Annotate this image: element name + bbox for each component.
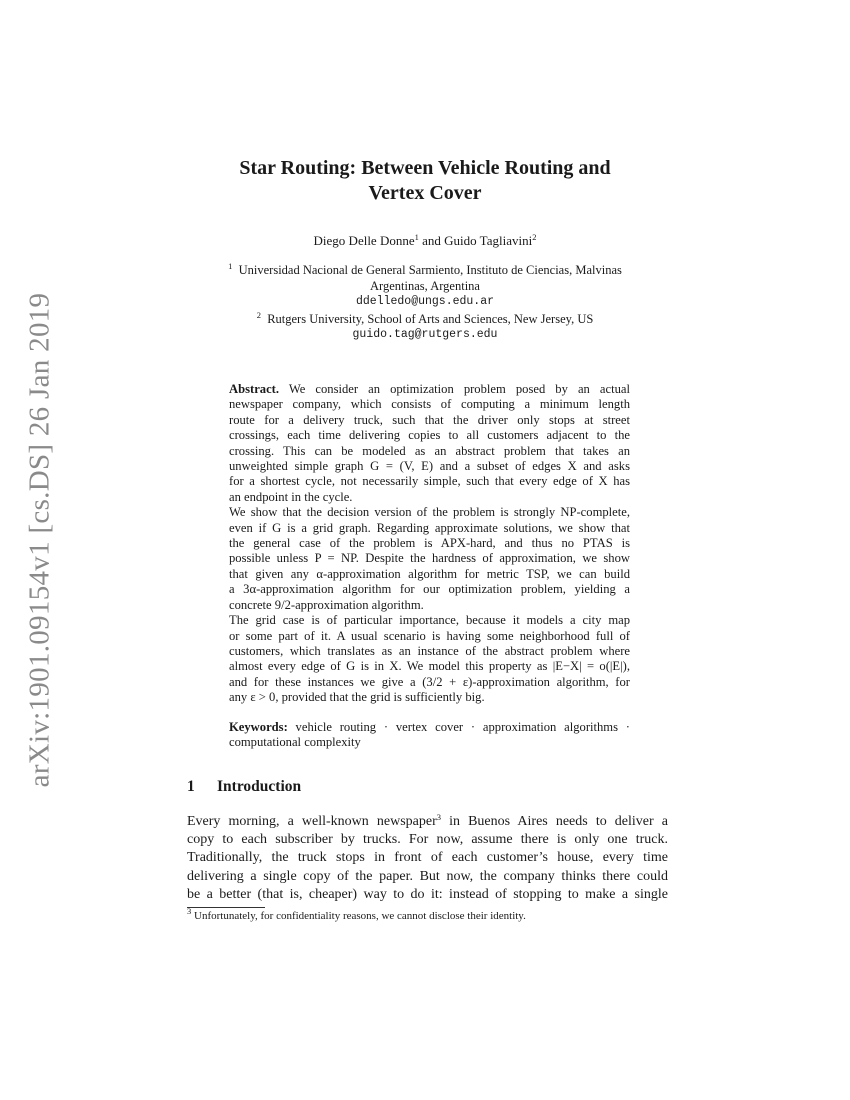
keywords-label: Keywords: bbox=[229, 720, 288, 734]
abstract-text: any ε > 0, provided that the grid is sufficiently big. bbox=[229, 690, 485, 705]
affiliations bbox=[0, 262, 850, 343]
body-text: Every morning, a well-known newspaper bbox=[187, 814, 437, 829]
abstract-text: the general case of the problem is APX-hard, and thus no PTAS is bbox=[229, 536, 630, 551]
abstract-text: for a shortest cycle, not necessarily simple, such that every edge of X has bbox=[229, 474, 630, 489]
abstract-text: an endpoint in the cycle. bbox=[229, 489, 353, 504]
abstract-line bbox=[229, 397, 630, 412]
abstract-line bbox=[229, 629, 630, 644]
affiliation-mark: 1 bbox=[414, 232, 419, 242]
abstract-text: We show that the decision version of the problem is strongly NP-complete, bbox=[229, 505, 630, 520]
section-number: 1 bbox=[187, 778, 195, 795]
abstract-line bbox=[229, 536, 630, 551]
keywords bbox=[229, 720, 630, 751]
title-line-2: Vertex Cover bbox=[368, 182, 482, 204]
keywords-text: vehicle routing · vertex cover · approximation algorithms · bbox=[287, 720, 630, 734]
abstract-text: a 3α-approximation algorithm for our optimization problem, yielding a bbox=[229, 582, 630, 597]
abstract-line bbox=[229, 413, 630, 428]
introduction-body bbox=[187, 813, 668, 904]
abstract-text: concrete 9/2-approximation algorithm. bbox=[229, 597, 424, 612]
footnote-mark: 3 bbox=[187, 906, 192, 916]
footnote-mark[interactable]: 3 bbox=[436, 812, 441, 822]
abstract-text: that given any α-approximation algorithm for metric TSP, we can build bbox=[229, 566, 630, 581]
abstract-text: route for a delivery truck, such that the driver only stops at street bbox=[229, 412, 630, 427]
abstract-text: or some part of it. A usual scenario is having some neighborhood full of bbox=[229, 628, 630, 643]
abstract-text: possible unless P = NP. Despite the hardness of approximation, we show bbox=[229, 551, 630, 566]
affiliation-mark: 1 bbox=[228, 261, 233, 271]
section-heading bbox=[187, 778, 301, 796]
affiliation-mark: 2 bbox=[532, 232, 537, 242]
footnote bbox=[187, 906, 526, 922]
abstract-line bbox=[229, 551, 630, 566]
email-link[interactable]: guido.tag@rutgers.edu bbox=[352, 327, 498, 341]
affiliation-mark: 2 bbox=[256, 309, 261, 320]
paper-title bbox=[0, 156, 850, 206]
abstract-line bbox=[229, 582, 630, 597]
affiliation-text: Rutgers University, School of Arts and Sciences, New Jersey, US bbox=[267, 311, 594, 326]
abstract-line bbox=[229, 490, 630, 505]
abstract-text: unweighted simple graph G = (V, E) and a subset of edges X and asks bbox=[229, 459, 630, 474]
abstract-text: almost every edge of G is in X. We model this property as |E−X| = o(|E|), bbox=[229, 659, 630, 674]
abstract-line bbox=[229, 675, 630, 690]
abstract-line bbox=[229, 459, 630, 474]
abstract-line bbox=[229, 444, 630, 459]
abstract-text: newspaper company, which consists of computing a minimum length bbox=[229, 397, 630, 412]
arxiv-identifier: arXiv:1901.09154v1 [cs.DS] 26 Jan 2019 bbox=[23, 292, 56, 788]
title-line-1: Star Routing: Between Vehicle Routing and bbox=[239, 157, 611, 179]
body-line: Traditionally, the truck stops in front of each customer’s house, every time bbox=[187, 850, 668, 866]
author-separator: and bbox=[418, 233, 445, 248]
abstract-line bbox=[229, 382, 630, 397]
abstract-text: crossings, each time delivering copies to all customers adjacent to the bbox=[229, 428, 630, 443]
section-title: Introduction bbox=[217, 778, 302, 795]
abstract-line bbox=[229, 428, 630, 443]
affiliation-text: Universidad Nacional de General Sarmiento, Instituto de Ciencias, Malvinas bbox=[238, 263, 622, 277]
body-line: copy to each subscriber by trucks. For now, assume there is only one truck. bbox=[187, 832, 668, 848]
abstract-text: and for these instances we give a (3/2 + ε)-approximation algorithm, for bbox=[229, 674, 630, 689]
keywords-text: computational complexity bbox=[229, 735, 361, 750]
abstract-text: We consider an optimization problem posed by an actual bbox=[279, 382, 630, 396]
author-name: Diego Delle Donne bbox=[313, 233, 415, 248]
abstract-text: The grid case is of particular importance, because it models a city map bbox=[229, 613, 630, 628]
footnote-rule bbox=[187, 907, 265, 908]
abstract-line bbox=[229, 567, 630, 582]
abstract-line bbox=[229, 644, 630, 659]
author-name: Guido Tagliavini bbox=[444, 233, 533, 248]
abstract-line bbox=[229, 613, 630, 628]
body-line: delivering a single copy of the paper. But now, the company thinks there could bbox=[187, 868, 668, 884]
footnote-text: Unfortunately, for confidentiality reasons, we cannot disclose their identity. bbox=[191, 910, 526, 922]
abstract-line bbox=[229, 690, 630, 705]
body-line bbox=[187, 813, 668, 831]
abstract-line bbox=[229, 505, 630, 520]
abstract-text: even if G is a grid graph. Regarding approximate solutions, we show that bbox=[229, 520, 630, 535]
body-text: in Buenos Aires needs to deliver a bbox=[440, 814, 668, 829]
affiliation-text: Argentinas, Argentina bbox=[370, 279, 480, 294]
abstract-label: Abstract. bbox=[229, 382, 280, 396]
abstract-line bbox=[229, 598, 630, 613]
authors bbox=[0, 233, 850, 249]
abstract-text: customers, which translates as an instance of the abstract problem where bbox=[229, 643, 630, 658]
email-link[interactable]: ddelledo@ungs.edu.ar bbox=[355, 295, 495, 309]
abstract bbox=[229, 382, 630, 706]
body-line: be a better (that is, cheaper) way to do it: instead of stopping to make a single bbox=[187, 886, 668, 902]
abstract-text: crossing. This can be modeled as an abstract problem that takes an bbox=[229, 443, 630, 458]
abstract-line bbox=[229, 521, 630, 536]
abstract-line bbox=[229, 474, 630, 489]
abstract-line bbox=[229, 659, 630, 674]
